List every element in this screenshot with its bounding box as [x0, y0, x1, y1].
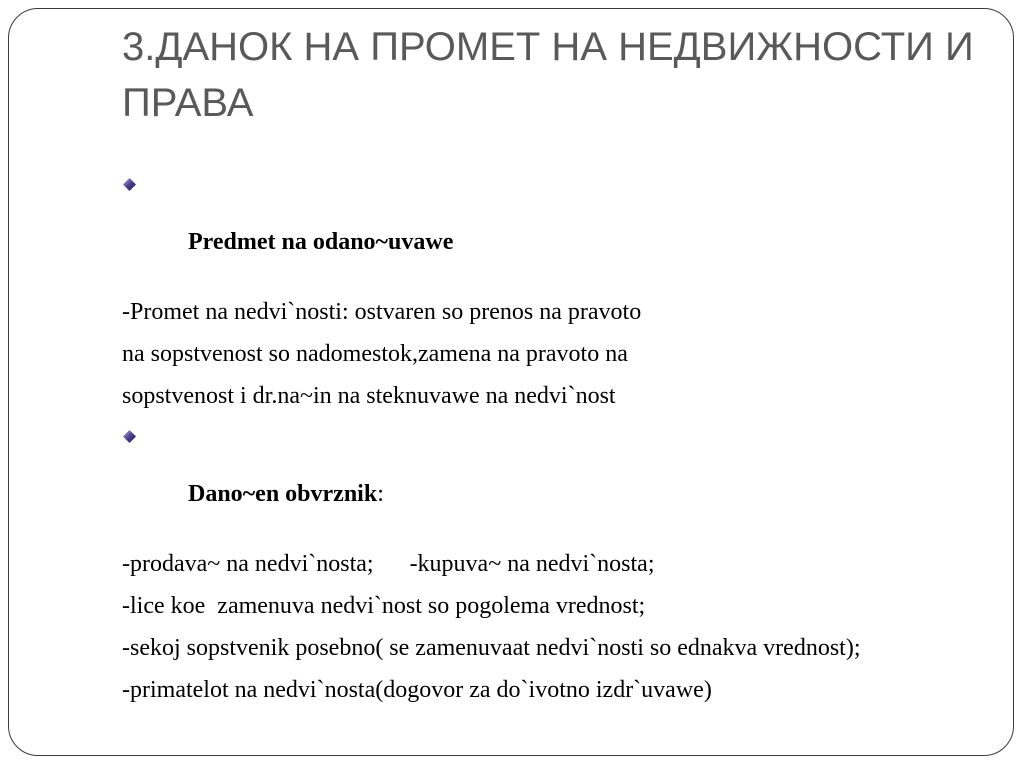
bullet-text: Dano~en obvrznik	[188, 481, 378, 507]
text-line: -prodava~ na nedvi`nosta; -kupuva~ na nedvi`nosta;	[122, 551, 655, 577]
diamond-bullet-icon	[123, 430, 136, 443]
text-line: -primatelot na nedvi`nosta(dogovor za do`ivotno izdr`uvawe)	[122, 677, 712, 703]
text-line: -sekoj sopstvenik posebno( se zamenuvaat nedvi`nosti so ednakva vrednost);	[122, 635, 861, 661]
text-line: na sopstvenost so nadomestok,zamena na pravoto na	[122, 341, 628, 367]
text-line: -lice koe zamenuva nedvi`nost so pogolema vrednost;	[122, 593, 646, 619]
diamond-bullet-icon	[123, 178, 136, 191]
text-line: -Promet na nedvi`nosti: ostvaren so prenos na pravoto	[122, 299, 642, 325]
bullet-suffix: :	[377, 481, 384, 507]
text-line: sopstvenost i dr.na~in na steknuvawe na nedvi`nost	[122, 383, 616, 409]
slide-title: 3.ДАНОК НА ПРОМЕТ НА НЕДВИЖНОСТИ И ПРАВА	[122, 25, 974, 125]
slide-content	[122, 172, 982, 718]
bullet-text: Predmet na odano~uvawe	[188, 229, 454, 255]
slide	[8, 8, 1014, 756]
bullet-item-taxpayer	[122, 424, 982, 536]
bullet-item-subject	[122, 172, 982, 284]
